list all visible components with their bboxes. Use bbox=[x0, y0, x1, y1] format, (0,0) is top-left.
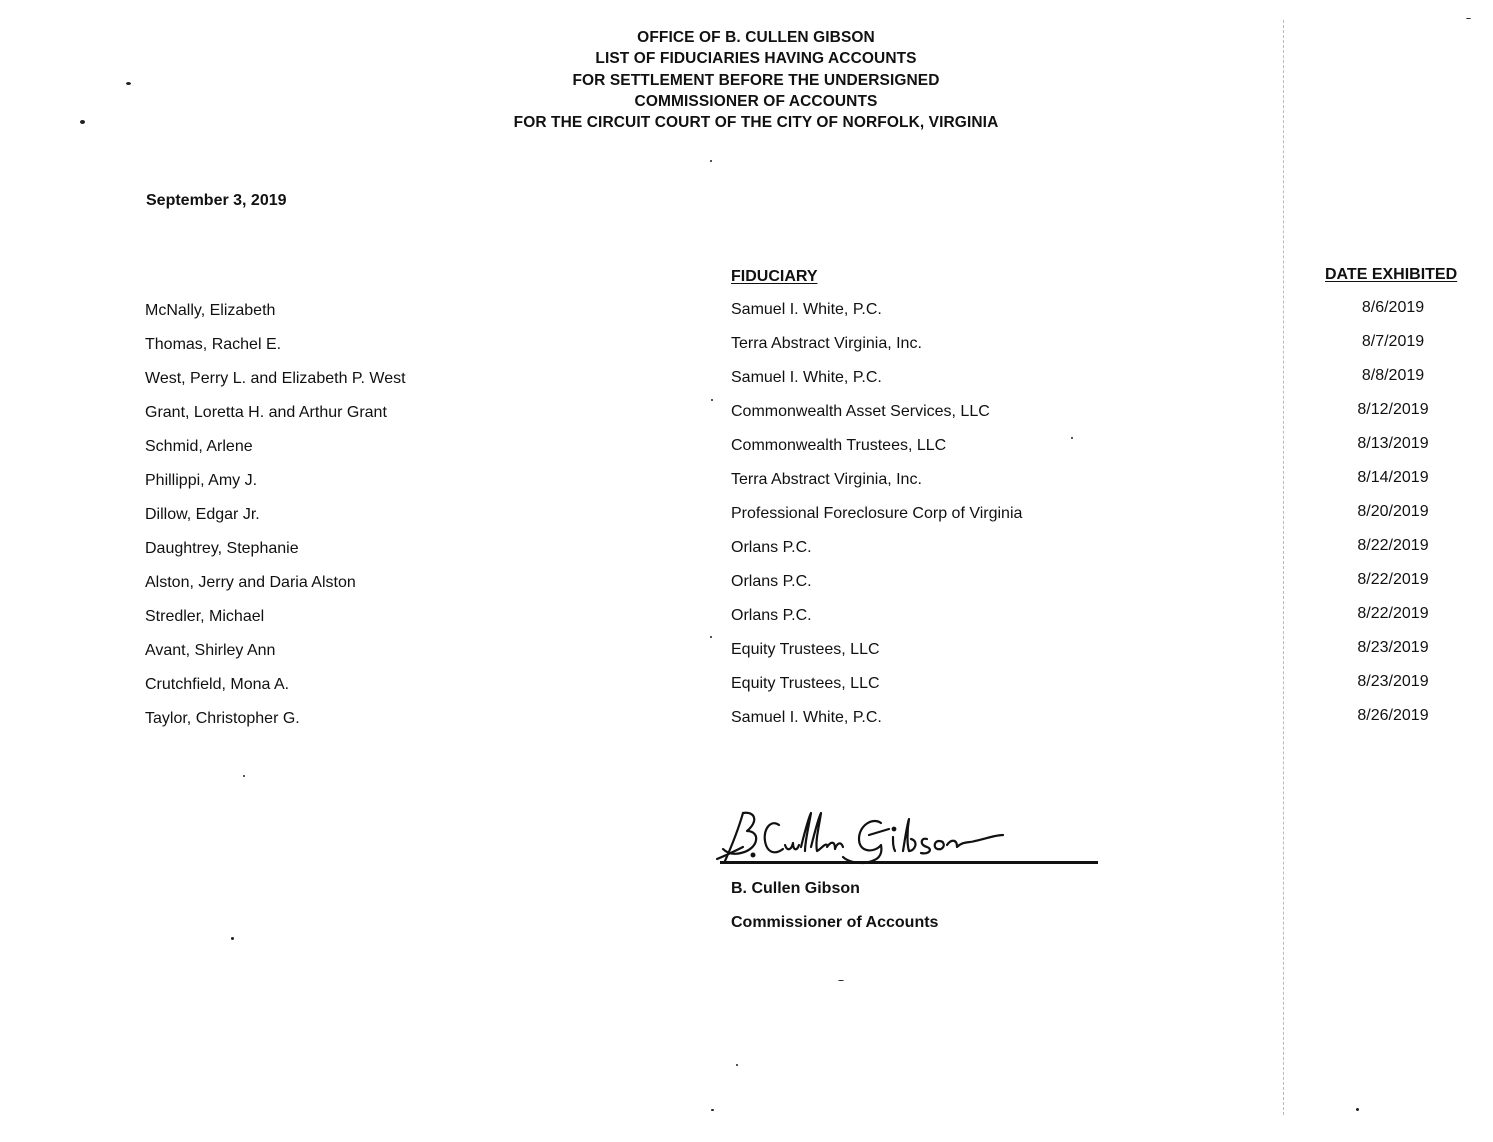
scan-speck bbox=[1071, 437, 1073, 439]
fiduciary-name: Orlans P.C. bbox=[731, 573, 812, 590]
date-exhibited: 8/13/2019 bbox=[1357, 435, 1429, 452]
fiduciary-name: Terra Abstract Virginia, Inc. bbox=[731, 335, 922, 352]
date-exhibited: 8/22/2019 bbox=[1357, 537, 1429, 554]
fiduciary-row bbox=[0, 673, 1493, 710]
scan-speck bbox=[838, 980, 844, 981]
header-line: FOR SETTLEMENT BEFORE THE UNDERSIGNED bbox=[572, 71, 940, 89]
scan-speck bbox=[736, 1064, 738, 1066]
decedent-name: Dillow, Edgar Jr. bbox=[145, 506, 260, 523]
fiduciary-row bbox=[0, 605, 1493, 642]
fiduciary-row bbox=[0, 707, 1493, 744]
fiduciary-row bbox=[0, 469, 1493, 506]
date-exhibited: 8/26/2019 bbox=[1357, 707, 1429, 724]
fiduciary-row bbox=[0, 333, 1493, 370]
signer-title: Commissioner of Accounts bbox=[731, 914, 939, 931]
date-exhibited-column-header: DATE EXHIBITED bbox=[1325, 266, 1458, 283]
scan-speck bbox=[80, 120, 85, 124]
scan-speck bbox=[1466, 18, 1471, 19]
decedent-name: Avant, Shirley Ann bbox=[145, 642, 276, 659]
scan-speck bbox=[710, 160, 712, 162]
decedent-name: Alston, Jerry and Daria Alston bbox=[145, 574, 356, 591]
decedent-name: Phillippi, Amy J. bbox=[145, 472, 258, 489]
fiduciary-row bbox=[0, 639, 1493, 676]
decedent-name: McNally, Elizabeth bbox=[145, 302, 276, 319]
date-exhibited: 8/12/2019 bbox=[1357, 401, 1429, 418]
decedent-name: West, Perry L. and Elizabeth P. West bbox=[145, 370, 406, 387]
fiduciary-name: Orlans P.C. bbox=[731, 607, 812, 624]
date-exhibited: 8/8/2019 bbox=[1361, 367, 1425, 384]
scan-speck bbox=[126, 82, 131, 85]
date-exhibited: 8/22/2019 bbox=[1357, 605, 1429, 622]
date-exhibited: 8/7/2019 bbox=[1361, 333, 1425, 350]
fiduciary-name: Commonwealth Asset Services, LLC bbox=[731, 403, 990, 420]
date-exhibited: 8/23/2019 bbox=[1357, 673, 1429, 690]
header-line: COMMISSIONER OF ACCOUNTS bbox=[634, 92, 878, 110]
decedent-name: Thomas, Rachel E. bbox=[145, 336, 282, 353]
document-header bbox=[440, 27, 1072, 133]
fiduciary-name: Commonwealth Trustees, LLC bbox=[731, 437, 947, 454]
scan-speck bbox=[231, 937, 234, 940]
fiduciary-name: Samuel I. White, P.C. bbox=[731, 369, 882, 386]
date-exhibited: 8/23/2019 bbox=[1357, 639, 1429, 656]
scan-speck bbox=[1356, 1108, 1359, 1111]
date-exhibited: 8/20/2019 bbox=[1357, 503, 1429, 520]
fiduciary-name: Equity Trustees, LLC bbox=[731, 641, 880, 658]
scan-speck bbox=[711, 399, 713, 401]
date-exhibited: 8/6/2019 bbox=[1361, 299, 1425, 316]
signature-line bbox=[720, 861, 1098, 864]
fiduciary-name: Orlans P.C. bbox=[731, 539, 812, 556]
fiduciary-list bbox=[0, 299, 1493, 744]
date-exhibited: 8/22/2019 bbox=[1357, 571, 1429, 588]
fiduciary-name: Equity Trustees, LLC bbox=[731, 675, 880, 692]
fiduciary-column-header: FIDUCIARY bbox=[731, 268, 818, 285]
fiduciary-name: Samuel I. White, P.C. bbox=[731, 709, 882, 726]
fiduciary-row bbox=[0, 299, 1493, 336]
decedent-name: Taylor, Christopher G. bbox=[145, 710, 300, 727]
date-exhibited: 8/14/2019 bbox=[1357, 469, 1429, 486]
header-line: OFFICE OF B. CULLEN GIBSON bbox=[637, 29, 875, 46]
document-date: September 3, 2019 bbox=[146, 192, 287, 209]
fiduciary-row bbox=[0, 537, 1493, 574]
scan-speck bbox=[711, 1109, 714, 1111]
fiduciary-row bbox=[0, 401, 1493, 438]
fiduciary-row bbox=[0, 367, 1493, 404]
fiduciary-row bbox=[0, 571, 1493, 608]
decedent-name: Daughtrey, Stephanie bbox=[145, 540, 299, 557]
fiduciary-row bbox=[0, 435, 1493, 472]
header-line: FOR THE CIRCUIT COURT OF THE CITY OF NORFOLK, VIRGINIA bbox=[513, 114, 999, 132]
decedent-name: Grant, Loretta H. and Arthur Grant bbox=[145, 404, 387, 421]
scan-speck bbox=[243, 775, 245, 777]
decedent-name: Stredler, Michael bbox=[145, 608, 265, 625]
fiduciary-name: Professional Foreclosure Corp of Virginia bbox=[731, 505, 1023, 522]
decedent-name: Schmid, Arlene bbox=[145, 438, 253, 455]
fiduciary-row bbox=[0, 503, 1493, 540]
fiduciary-name: Samuel I. White, P.C. bbox=[731, 301, 882, 318]
header-line: LIST OF FIDUCIARIES HAVING ACCOUNTS bbox=[595, 50, 917, 68]
signer-name: B. Cullen Gibson bbox=[731, 880, 860, 897]
scan-speck bbox=[710, 636, 712, 638]
decedent-name: Crutchfield, Mona A. bbox=[145, 676, 290, 693]
fiduciary-name: Terra Abstract Virginia, Inc. bbox=[731, 471, 922, 488]
signature-image bbox=[713, 805, 1103, 869]
